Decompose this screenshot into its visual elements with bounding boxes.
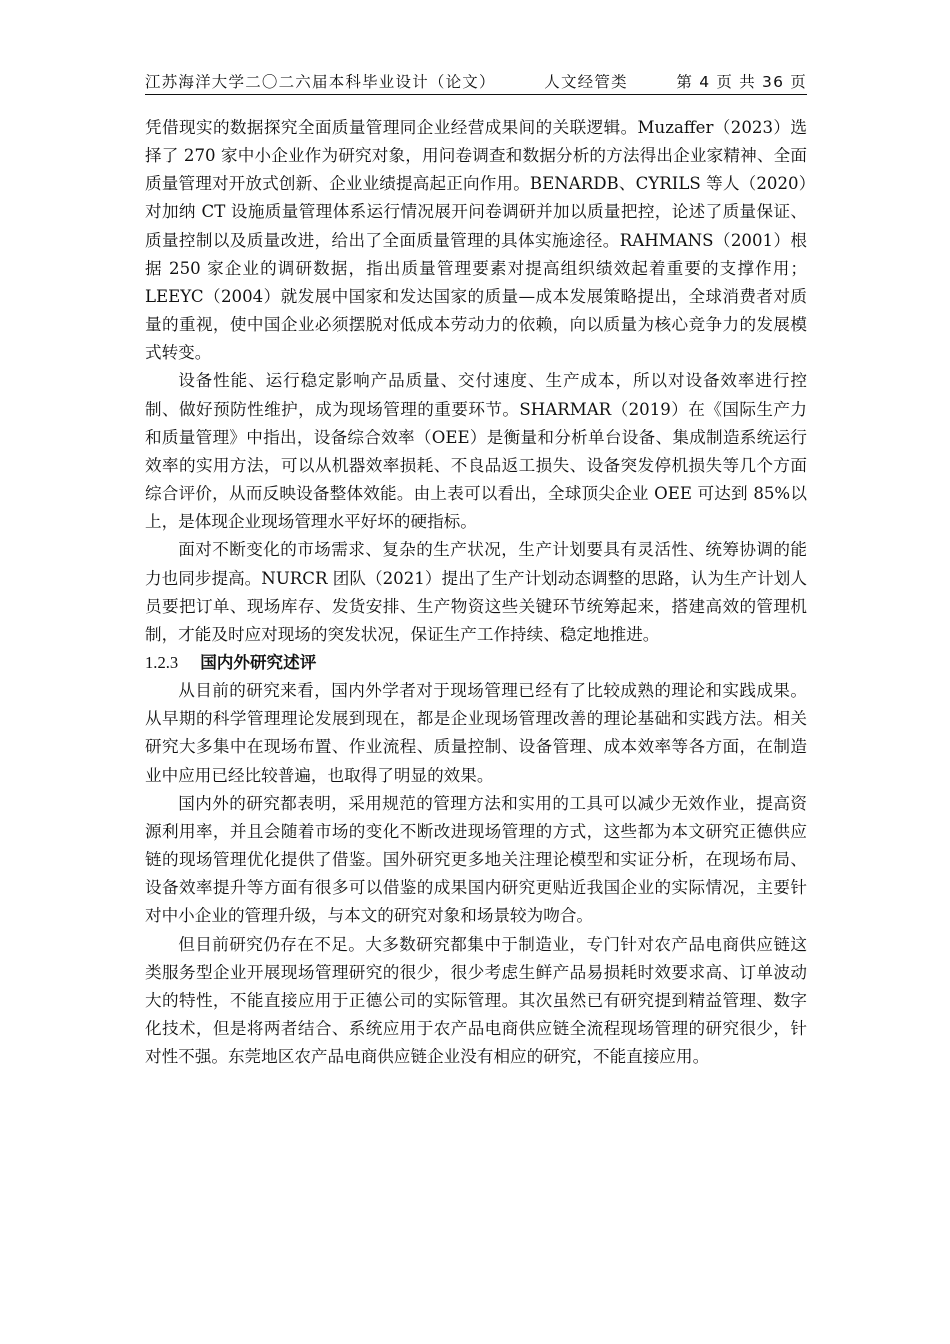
paragraph-production-planning: 面对不断变化的市场需求、复杂的生产状况，生产计划要具有灵活性、统筹协调的能力也同步提高。NURCR 团队（2021）提出了生产计划动态调整的思路，认为生产计划人员要把订单、现场库存、发货安排、生产物资这些关键环节统筹起来，搭建高效的管理机制，才能及时应对现场的突发状况，保证生产工作持续、稳定地推进。: [145, 540, 807, 644]
paragraph-continued: 凭借现实的数据探究全面质量管理同企业经营成果间的关联逻辑。Muzaffer（2023）选择了 270 家中小企业作为研究对象，用问卷调查和数据分析的方法得出企业家精神、全面质量管理对开放式创新、企业业绩提高起正向作用。BENARDB、CYRILS 等人（2020）对加纳 CT 设施质量管理体系运行情况展开问卷调研并加以质量把控，论述了质量保证、质量控制以及质量改进，给出了全面质量管理的具体实施途径。RAHMANS（2001）根据 250 家企业的调研数据，指出质量管理要素对提高组织绩效起着重要的支撑作用；LEEYC（2004）就发展中国家和发达国家的质量—成本发展策略提出，全球消费者对质量的重视，使中国企业必须摆脱对低成本劳动力的依赖，向以质量为核心竞争力的发展模式转变。: [145, 118, 807, 363]
section-number: 1.2.3: [145, 652, 179, 672]
running-header: [145, 66, 807, 92]
paragraph-equipment-efficiency: 设备性能、运行稳定影响产品质量、交付速度、生产成本，所以对设备效率进行控制、做好预防性维护，成为现场管理的重要环节。SHARMAR（2019）在《国际生产力和质量管理》中指出，设备综合效率（OEE）是衡量和分析单台设备、集成制造系统运行效率的实用方法，可以从机器效率损耗、不良品返工损失、设备突发停机损失等几个方面综合评价，从而反映设备整体效能。由上表可以看出，全球顶尖企业 OEE 可达到 85%以上，是体现企业现场管理水平好坏的硬指标。: [145, 371, 807, 532]
section-heading: [145, 649, 807, 677]
paragraph-review-findings: 国内外的研究都表明，采用规范的管理方法和实用的工具可以减少无效作业，提高资源利用率，并且会随着市场的变化不断改进现场管理的方式，这些都为本文研究正德供应链的现场管理优化提供了借鉴。国外研究更多地关注理论模型和实证分析，在现场布局、设备效率提升等方面有很多可以借鉴的成果国内研究更贴近我国企业的实际情况，主要针对中小企业的管理升级，与本文的研究对象和场景较为吻合。: [145, 793, 807, 926]
header-rule: [145, 94, 807, 95]
body-text: [145, 114, 807, 1071]
header-thesis-title: 江苏海洋大学二〇二六届本科毕业设计（论文）: [145, 73, 496, 91]
header-category: 人文经管类: [544, 73, 628, 91]
section-title: 国内外研究述评: [200, 652, 317, 672]
header-page-info: 第 4 页 共 36 页: [676, 73, 807, 91]
paragraph-review-overview: 从目前的研究来看，国内外学者对于现场管理已经有了比较成熟的理论和实践成果。从早期的科学管理理论发展到现在，都是企业现场管理改善的理论基础和实践方法。相关研究大多集中在现场布置、作业流程、质量控制、设备管理、成本效率等各方面，在制造业中应用已经比较普遍，也取得了明显的效果。: [145, 681, 807, 785]
paragraph-review-gaps: 但目前研究仍存在不足。大多数研究都集中于制造业，专门针对农产品电商供应链这类服务型企业开展现场管理研究的很少，很少考虑生鲜产品易损耗时效要求高、订单波动大的特性，不能直接应用于正德公司的实际管理。其次虽然已有研究提到精益管理、数字化技术，但是将两者结合、系统应用于农产品电商供应链全流程现场管理的研究很少，针对性不强。东莞地区农产品电商供应链企业没有相应的研究，不能直接应用。: [145, 934, 807, 1067]
